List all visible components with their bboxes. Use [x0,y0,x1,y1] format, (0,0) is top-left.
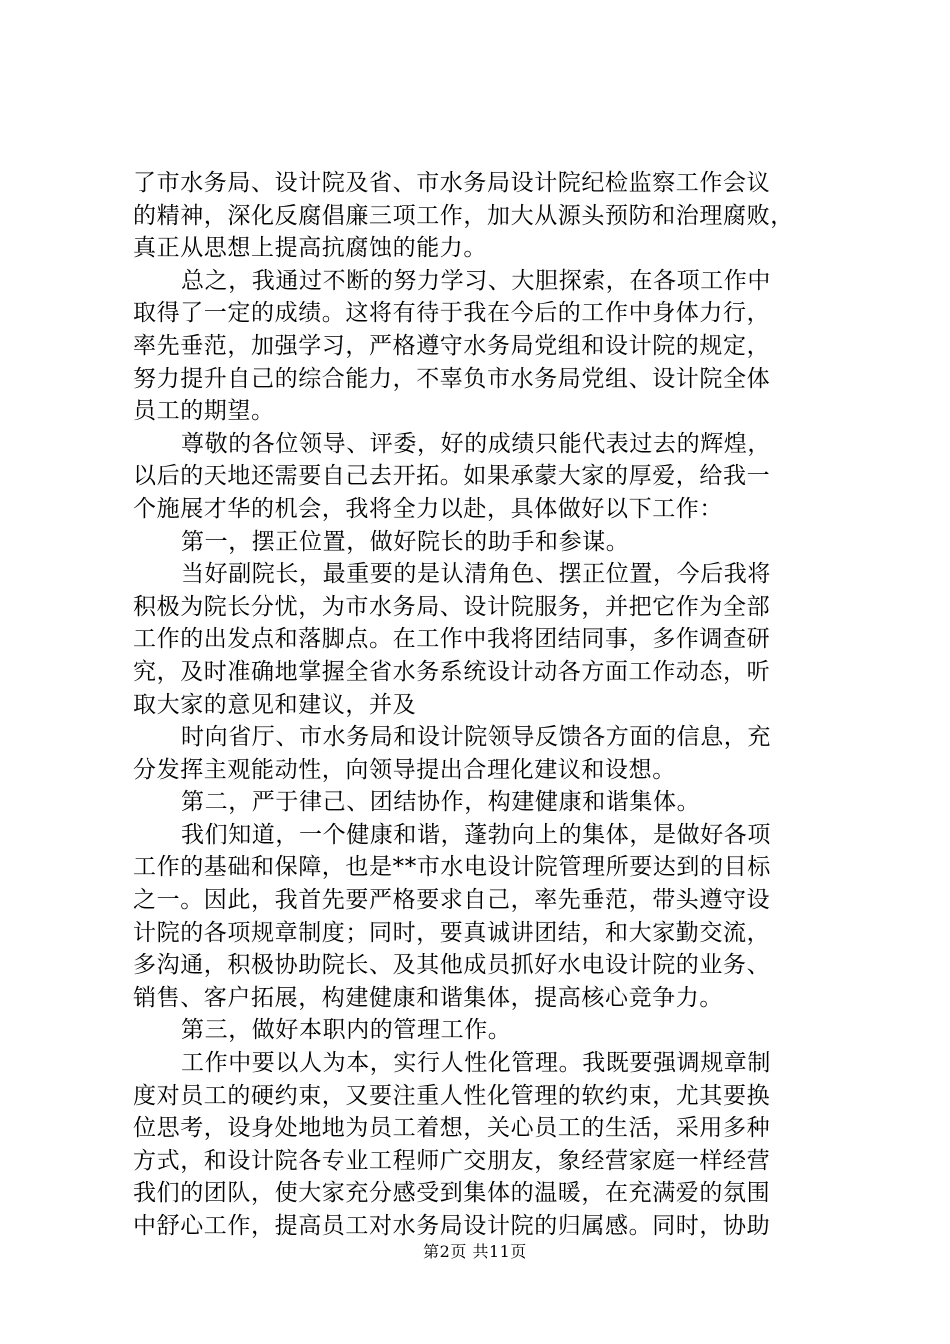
text-line: 积极为院长分忧，为市水务局、设计院服务，并把它作为全部 [133,593,771,620]
text-line: 时向省厅、市水务局和设计院领导反馈各方面的信息，充 [181,724,771,751]
text-line: 度对员工的硬约束，又要注重人性化管理的软约束，尤其要换 [133,1082,771,1109]
text-line: 工作中要以人为本，实行人性化管理。我既要强调规章制 [181,1050,771,1077]
text-line: 率先垂范，加强学习，严格遵守水务局党组和设计院的规定， [133,332,771,359]
text-line: 计院的各项规章制度；同时，要真诚讲团结，和大家勤交流， [133,919,771,946]
text-line: 我们知道，一个健康和谐，蓬勃向上的集体，是做好各项 [181,821,771,848]
text-line: 当好副院长，最重要的是认清角色、摆正位置，今后我将 [181,561,771,588]
text-line: 工作的基础和保障，也是**市水电设计院管理所要达到的目标 [133,854,771,881]
text-line: 之一。因此，我首先要严格要求自己，率先垂范，带头遵守设 [133,887,771,914]
text-line: 多沟通，积极协助院长、及其他成员抓好水电设计院的业务、 [133,952,771,979]
text-line: 了市水务局、设计院及省、市水务局设计院纪检监察工作会议 [133,170,771,196]
text-line: 的精神，深化反腐倡廉三项工作，加大从源头预防和治理腐败， [133,202,794,229]
text-line: 我们的团队，使大家充分感受到集体的温暖，在充满爱的氛围 [133,1180,771,1207]
text-line: 员工的期望。 [133,398,275,425]
text-line: 第三，做好本职内的管理工作。 [181,1017,512,1044]
text-line: 尊敬的各位领导、评委，好的成绩只能代表过去的辉煌， [181,430,771,457]
text-line: 真正从思想上提高抗腐蚀的能力。 [133,235,487,262]
text-line: 取大家的意见和建议，并及 [133,691,417,718]
text-line: 第二，严于律己、团结协作，构建健康和谐集体。 [181,789,701,816]
text-line: 究，及时准确地掌握全省水务系统设计动各方面工作动态，听 [133,658,771,685]
text-line: 销售、客户拓展，构建健康和谐集体，提高核心竞争力。 [133,984,723,1011]
text-line: 第一，摆正位置，做好院长的助手和参谋。 [181,528,630,555]
document-body [133,167,833,1243]
text-line: 方式，和设计院各专业工程师广交朋友，象经营家庭一样经营 [133,1147,771,1174]
text-line: 个施展才华的机会，我将全力以赴，具体做好以下工作： [133,495,723,522]
text-line: 中舒心工作，提高员工对水务局设计院的归属感。同时，协助 [133,1213,771,1239]
text-line: 位思考，设身处地地为员工着想，关心员工的生活，采用多种 [133,1115,771,1142]
page-footer: 第2页 共11页 [423,1242,527,1261]
text-line: 努力提升自己的综合能力，不辜负市水务局党组、设计院全体 [133,365,771,392]
text-line: 取得了一定的成绩。这将有待于我在今后的工作中身体力行， [133,300,771,327]
text-line: 工作的出发点和落脚点。在工作中我将团结同事，多作调查研 [133,626,771,653]
text-line: 以后的天地还需要自己去开拓。如果承蒙大家的厚爱，给我一 [133,463,771,490]
text-line: 分发挥主观能动性，向领导提出合理化建议和设想。 [133,756,676,783]
text-line: 总之，我通过不断的努力学习、大胆探索，在各项工作中 [181,267,771,294]
